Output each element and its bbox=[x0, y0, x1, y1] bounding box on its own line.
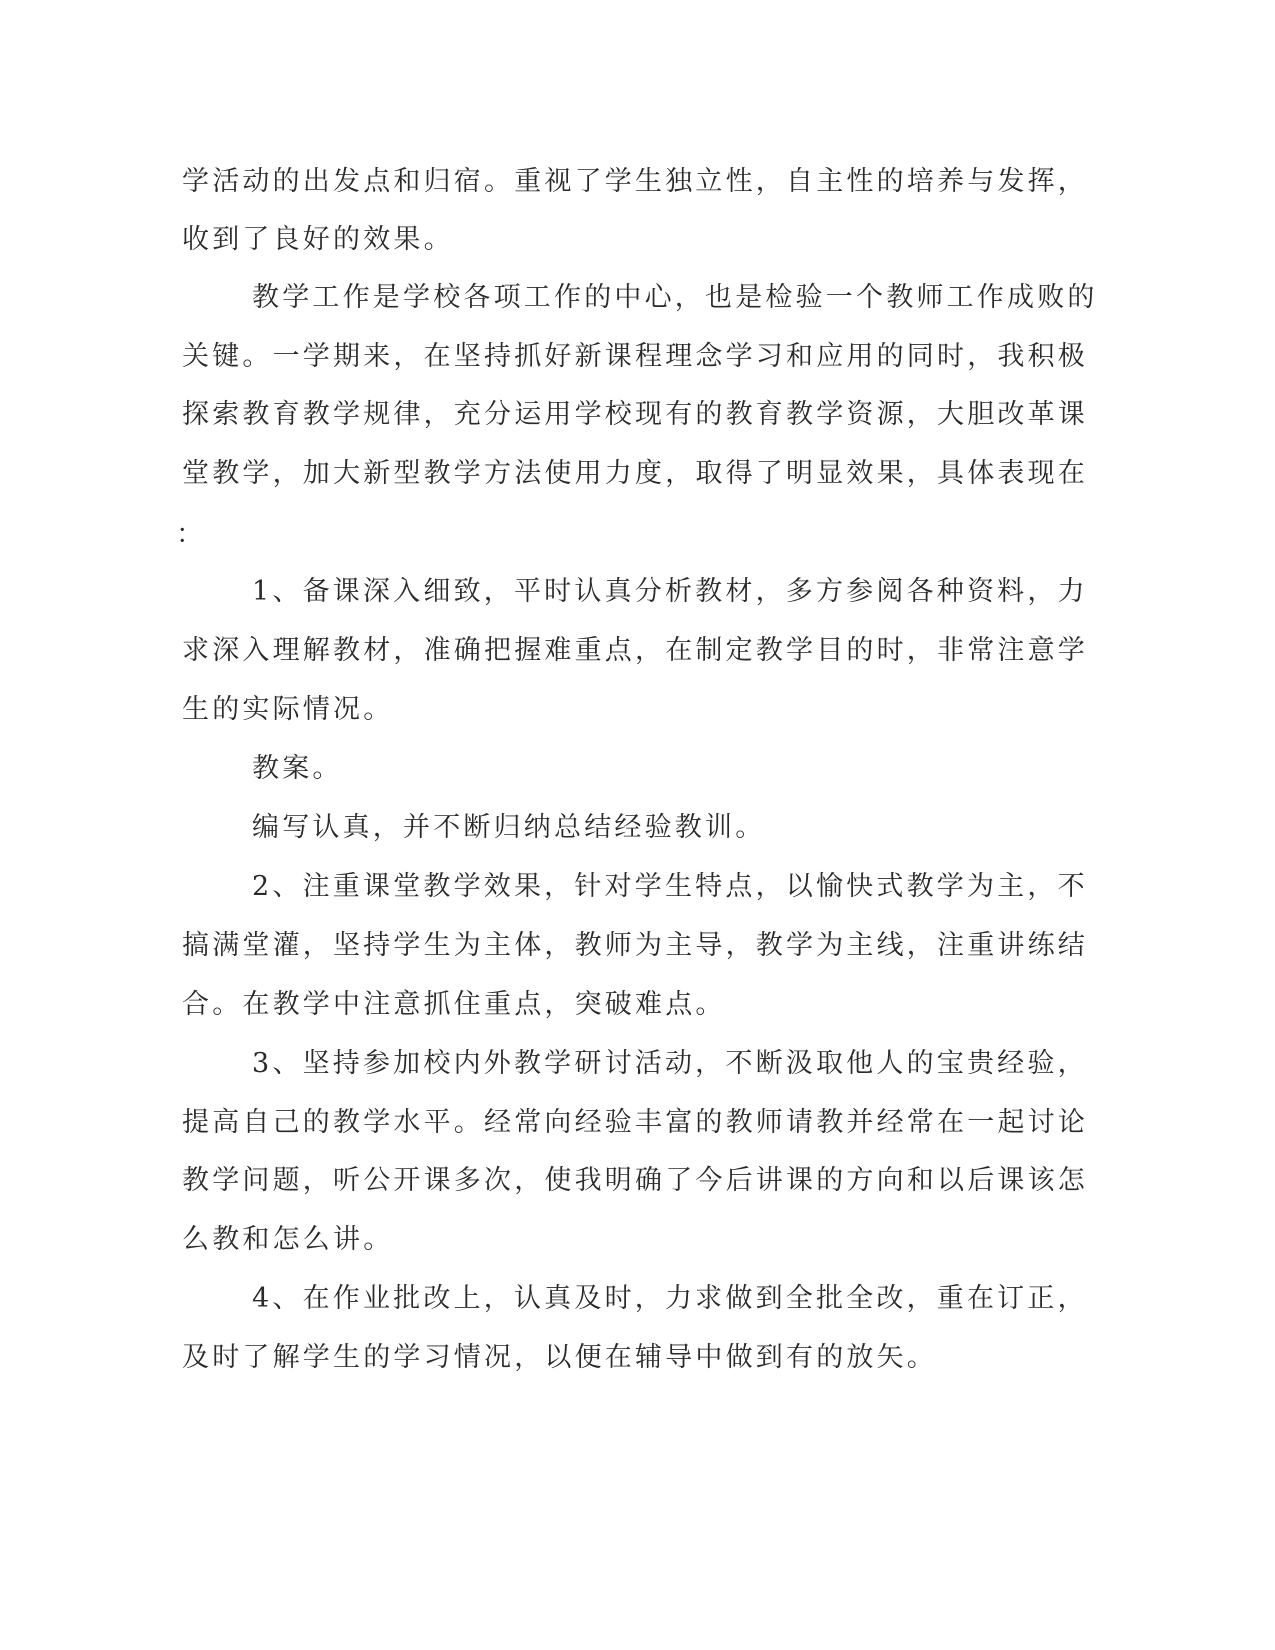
text-line-9: 求深入理解教材，准确把握难重点，在制定教学目的时，非常注意学 bbox=[182, 635, 1088, 666]
text-line-3: 教学工作是学校各项工作的中心，也是检验一个教师工作成败的 bbox=[252, 282, 1098, 313]
text-line-21: 及时了解学生的学习情况，以便在辅导中做到有的放矢。 bbox=[182, 1342, 937, 1373]
text-line-12: 编写认真，并不断归纳总结经验教训。 bbox=[252, 812, 766, 843]
text-line-2: 收到了良好的效果。 bbox=[182, 224, 454, 255]
text-line-17: 提高自己的教学水平。经常向经验丰富的教师请教并经常在一起讨论 bbox=[182, 1107, 1088, 1138]
text-line-19: 么教和怎么讲。 bbox=[182, 1224, 394, 1255]
text-line-8: 1、备课深入细致，平时认真分析教材，多方参阅各种资料，力 bbox=[252, 576, 1088, 607]
text-line-11: 教案。 bbox=[252, 753, 343, 784]
text-line-18: 教学问题，听公开课多次，使我明确了今后讲课的方向和以后课该怎 bbox=[182, 1165, 1088, 1196]
text-line-15: 合。在教学中注意抓住重点，突破难点。 bbox=[182, 989, 726, 1020]
text-line-6: 堂教学，加大新型教学方法使用力度，取得了明显效果，具体表现在 bbox=[182, 458, 1088, 489]
text-line-13: 2、注重课堂教学效果，针对学生特点，以愉快式教学为主，不 bbox=[252, 871, 1088, 902]
text-line-4: 关键。一学期来，在坚持抓好新课程理念学习和应用的同时，我积极 bbox=[182, 341, 1088, 372]
text-line-7: ： bbox=[176, 519, 207, 550]
text-line-1: 学活动的出发点和归宿。重视了学生独立性，自主性的培养与发挥， bbox=[182, 166, 1088, 197]
text-line-14: 搞满堂灌，坚持学生为主体，教师为主导，教学为主线，注重讲练结 bbox=[182, 930, 1088, 961]
text-line-5: 探索教育教学规律，充分运用学校现有的教育教学资源，大胆改革课 bbox=[182, 399, 1088, 430]
text-line-10: 生的实际情况。 bbox=[182, 694, 394, 725]
text-line-16: 3、坚持参加校内外教学研讨活动，不断汲取他人的宝贵经验， bbox=[252, 1048, 1088, 1079]
text-line-20: 4、在作业批改上，认真及时，力求做到全批全改，重在订正， bbox=[252, 1283, 1088, 1314]
